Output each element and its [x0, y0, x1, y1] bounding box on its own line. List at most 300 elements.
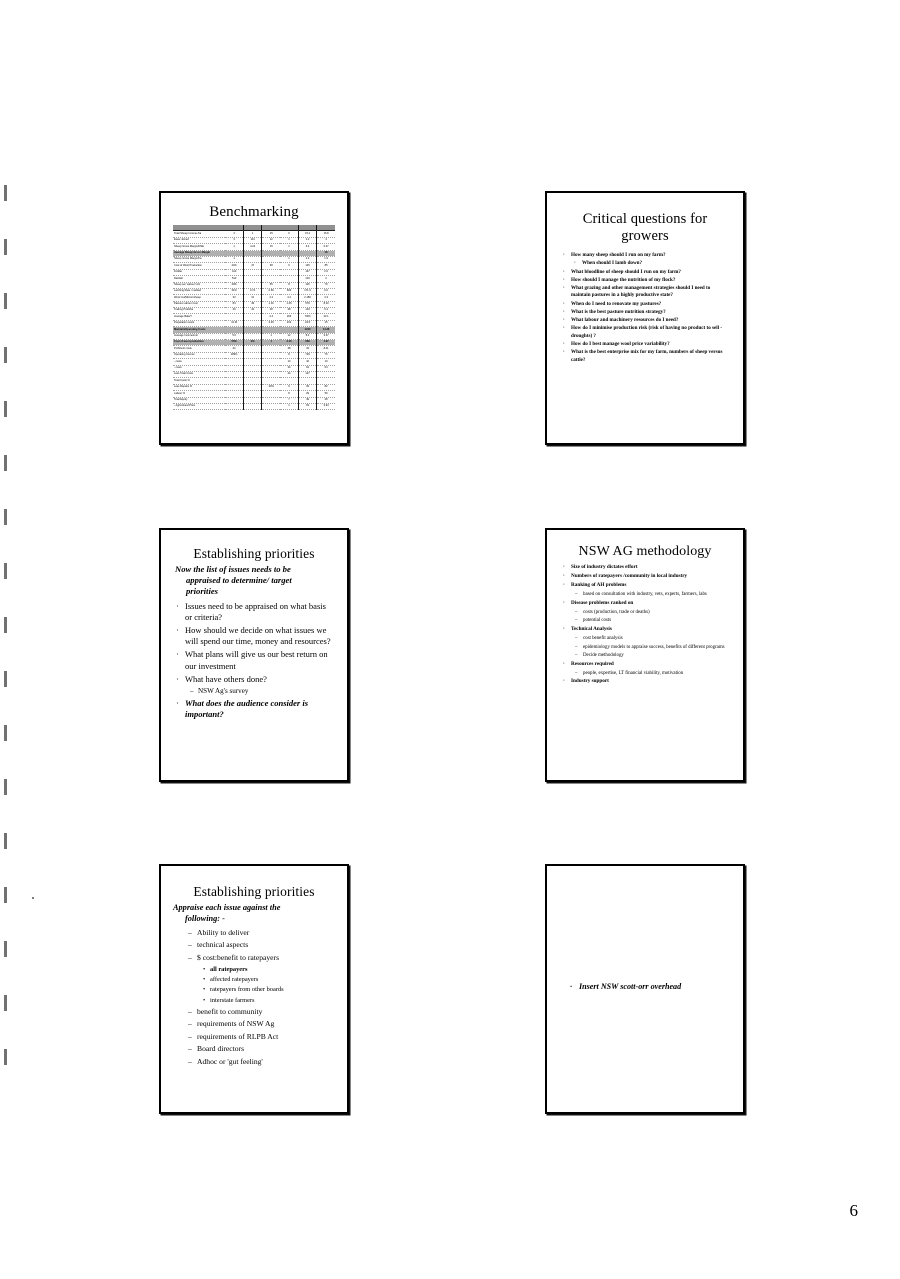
table-row-label: Total Sheep Income /ha: [173, 231, 225, 237]
bullet-text: interstate farmers: [210, 996, 255, 1004]
table-row-label: Average Income/unit: [173, 333, 225, 339]
table-row-label: Lambing Rate / marked: [173, 288, 225, 294]
slide-thumbnail-critical-questions[interactable]: [545, 191, 745, 445]
table-cell: 115: [298, 282, 316, 288]
dash-bullet-icon: –: [188, 927, 192, 937]
table-cell: 1.07: [317, 340, 335, 346]
benchmarking-table: [173, 225, 335, 410]
dot-bullet-icon: ·: [563, 252, 565, 259]
dash-bullet-icon: –: [575, 644, 578, 650]
table-cell: 5.0: [225, 333, 243, 339]
table-cell: 3.4: [262, 314, 280, 320]
slide-title: Critical questions for growers: [582, 211, 708, 245]
table-cell: 42: [225, 346, 243, 352]
bullet-item: [175, 674, 335, 685]
table-row-label: - Agricultural Price: [173, 403, 225, 409]
bullet-item: [560, 591, 731, 598]
table-cell: 1.4: [298, 256, 316, 262]
table-cell: 43: [298, 346, 316, 352]
bullet-item: [173, 997, 335, 1005]
table-cell: 31%: [225, 288, 243, 294]
table-cell: 6: [280, 263, 298, 269]
table-cell: 8.10: [317, 301, 335, 307]
bullet-list: [561, 870, 729, 993]
table-cell: 4.2: [262, 295, 280, 301]
bullet-item: [561, 252, 730, 260]
dot-bullet-icon: •: [203, 996, 206, 1004]
table-cell: 15: [262, 231, 280, 237]
table-cell: 48: [280, 346, 298, 352]
bullet-text: cost benefit analysis: [583, 636, 623, 642]
table-cell: 3.45: [262, 320, 280, 326]
table-cell: 0.74: [244, 288, 262, 294]
bullet-text: What labour and machinery resources do I need?: [571, 316, 679, 323]
dot-bullet-icon: ·: [563, 626, 565, 633]
table-cell: 28: [280, 308, 298, 314]
lead-line: priorities: [186, 586, 218, 597]
bullet-item: [173, 1044, 335, 1054]
table-cell: 133: [298, 276, 316, 282]
bullet-item: [173, 1007, 335, 1017]
dot-bullet-icon: ·: [176, 697, 179, 708]
table-row-label: Maintain/Operating Costs: [173, 327, 225, 333]
bullet-item: [173, 953, 335, 963]
bullet-item: [560, 635, 731, 642]
table-cell: 9: [280, 384, 298, 390]
dot-bullet-icon: ·: [563, 316, 565, 323]
bullet-item: [560, 617, 731, 624]
table-row-label: Wool Cut/Micron/sheep: [173, 295, 225, 301]
table-cell: 85: [317, 263, 335, 269]
bullet-item: [173, 1057, 335, 1067]
scan-edge-artifact: [4, 185, 7, 1090]
table-cell: 84: [225, 301, 243, 307]
bullet-item: [561, 285, 730, 300]
dot-bullet-icon: ·: [563, 340, 565, 347]
table-row: [173, 403, 335, 409]
slide-title: NSW AG methodology: [578, 544, 712, 559]
bullet-item: [175, 625, 335, 648]
table-cell: 38: [262, 263, 280, 269]
table-cell: 513: [225, 276, 243, 282]
table-cell: 33: [225, 295, 243, 301]
bullet-text: based on consultation with industry, vets, experts, farmers, labs: [583, 592, 707, 598]
table-cell: 1: [262, 340, 280, 346]
table-cell: 2.180: [298, 295, 316, 301]
slide-title: Establishing priorities: [193, 546, 315, 561]
dot-bullet-icon: ·: [563, 582, 565, 589]
bullet-item: [560, 678, 731, 686]
bullet-item: [561, 982, 729, 993]
dot-bullet-icon: ·: [563, 268, 565, 275]
table-cell: 64: [317, 365, 335, 371]
table-cell: 12.M: [225, 320, 243, 326]
bullet-item: [560, 670, 731, 677]
table-cell: 49: [225, 308, 243, 314]
table-cell: 15.2: [298, 231, 316, 237]
table-cell: 171.5: [298, 288, 316, 294]
table-cell: 609: [298, 340, 316, 346]
table-cell: 5.4: [317, 308, 335, 314]
bullet-text: Technical Analysis: [571, 626, 612, 633]
table-cell: 4: [317, 237, 335, 243]
dot-bullet-icon: ·: [563, 276, 565, 283]
table-cell: 16.8: [317, 231, 335, 237]
table-cell: 29: [298, 391, 316, 397]
dash-bullet-icon: –: [575, 618, 578, 624]
slide-thumbnail-establishing-priorities-2[interactable]: [159, 864, 349, 1114]
dot-bullet-icon: ·: [563, 573, 565, 580]
dot-bullet-icon: ·: [563, 660, 565, 667]
bullet-item: [175, 698, 335, 721]
table-cell: 79: [317, 282, 335, 288]
bullet-list: [561, 252, 730, 364]
lead-line: following: -: [185, 913, 225, 923]
dash-bullet-icon: –: [575, 609, 578, 615]
dot-bullet-icon: ·: [563, 599, 565, 606]
bullet-text: How should I manage the nutrition of my flock?: [571, 276, 676, 283]
bullet-list: [175, 601, 335, 721]
table-cell: 8.4: [298, 333, 316, 339]
bullet-item: [173, 1019, 335, 1029]
bullet-item: [560, 600, 731, 608]
bullet-text: How should we decide on what issues we will spend our time, money and resources?: [185, 624, 331, 647]
table-cell: 8: [280, 282, 298, 288]
bullet-text: Ability to deliver: [197, 927, 250, 937]
bullet-item: [560, 644, 731, 651]
lead-line: Appraise each issue against the: [173, 903, 281, 912]
dash-bullet-icon: –: [188, 1044, 192, 1054]
table-cell: [244, 403, 262, 409]
table-row-label: Profit/unit costs: [173, 346, 225, 352]
table-cell: 3.47: [317, 333, 335, 339]
table-cell: 4.2: [298, 237, 316, 243]
table-row-label: Sheep per Labour Unit: [173, 282, 225, 288]
dash-bullet-icon: –: [575, 670, 578, 676]
table-row-label: Preparation costs: [173, 320, 225, 326]
table-cell: 44%: [225, 263, 243, 269]
bullet-text: people, expertise, LT financial viability, motivation: [583, 670, 684, 676]
table-cell: 14.26: [317, 327, 335, 333]
table-cell: 15: [317, 320, 335, 326]
bullet-text: What have others done?: [185, 673, 267, 684]
dot-bullet-icon: ·: [563, 284, 565, 291]
table-cell: 232: [280, 320, 298, 326]
table-cell: 729: [298, 352, 316, 358]
bullet-item: [561, 277, 730, 285]
bullet-item: [173, 976, 335, 984]
table-cell: 579: [298, 301, 316, 307]
bullet-item: [560, 609, 731, 616]
table-cell: 8: [280, 352, 298, 358]
table-cell: 28: [317, 397, 335, 403]
table-cell: 2: [317, 276, 335, 282]
scan-speck: [32, 897, 34, 899]
table-row-label: Average Sheep Gross Margin: [173, 250, 225, 256]
table-cell: 147: [298, 269, 316, 275]
table-cell: 1: [225, 256, 243, 262]
slide-lead-text: [175, 564, 333, 598]
table-cell: [225, 403, 243, 409]
table-row-label: Pasture Labour Cost: [173, 301, 225, 307]
table-cell: 1: [280, 244, 298, 250]
bullet-item: [173, 986, 335, 994]
table-cell: 16: [317, 250, 335, 256]
dash-bullet-icon: –: [575, 636, 578, 642]
bullet-text: all ratepayers: [210, 965, 248, 973]
bullet-text: Disease problems ranked on: [571, 599, 634, 606]
table-cell: 6: [280, 231, 298, 237]
table-cell: 3.94: [317, 403, 335, 409]
table-cell: 1: [280, 237, 298, 243]
table-cell: 82: [317, 384, 335, 390]
slide-lead-text: [173, 903, 333, 925]
table-cell: 1: [280, 403, 298, 409]
table-cell: 22.1: [317, 314, 335, 320]
slide-thumbnail-benchmarking[interactable]: [159, 191, 349, 445]
bullet-text: benefit to community: [197, 1006, 263, 1016]
table-row-label: - costs: [173, 359, 225, 365]
dot-bullet-icon: ·: [563, 300, 565, 307]
table-cell: 49: [244, 301, 262, 307]
table-cell: 6.4: [298, 244, 316, 250]
bullet-text: epidemiology models to appraise success, benefits of different programs: [583, 644, 725, 650]
table-cell: 48: [262, 308, 280, 314]
table-row-label: Less Repairs %: [173, 384, 225, 390]
dash-bullet-icon: –: [188, 1031, 192, 1041]
bullet-item: [175, 649, 335, 672]
bullet-text: Size of industry dictates effort: [571, 564, 638, 570]
table-cell: 127: [298, 371, 316, 377]
lead-line: Now the list of issues needs to be: [175, 564, 291, 574]
table-row-label: Sheep Gross Margin/ha: [173, 256, 225, 262]
bullet-text: What does the audience consider is important?: [185, 697, 309, 720]
bullet-item: [175, 687, 335, 697]
dash-bullet-icon: –: [188, 1057, 192, 1067]
table-cell: 49%: [225, 282, 243, 288]
bullet-text: Industry support: [571, 678, 609, 685]
bullet-text: potential costs: [583, 618, 612, 624]
benchmarking-table-body: [173, 225, 335, 410]
table-cell: 47: [244, 263, 262, 269]
bullet-text: costs (production, trade or deaths): [583, 609, 650, 615]
dash-bullet-icon: –: [188, 940, 192, 950]
slide-title: Benchmarking: [209, 204, 299, 220]
table-cell: 600: [280, 288, 298, 294]
dash-bullet-icon: –: [188, 1019, 192, 1029]
table-cell: 6.0: [317, 288, 335, 294]
table-row-label: Trading Profit/ha: [173, 308, 225, 314]
table-cell: 12: [262, 237, 280, 243]
bullet-item: [560, 652, 731, 659]
table-cell: 55%: [225, 340, 243, 346]
table-cell: 189%: [225, 352, 243, 358]
table-cell: 3.15: [280, 340, 298, 346]
dot-bullet-icon: ·: [176, 649, 179, 660]
table-row-label: Operating Income: [173, 352, 225, 358]
table-cell: 8: [280, 391, 298, 397]
dot-bullet-icon: •: [203, 986, 206, 994]
bullet-item: [175, 601, 335, 624]
page-number: 6: [849, 1201, 858, 1220]
table-cell: 1.01: [262, 301, 280, 307]
table-cell: 266: [280, 314, 298, 320]
table-cell: 10: [317, 359, 335, 365]
table-row-label: Total Equity: [173, 397, 225, 403]
table-cell: 113: [244, 237, 262, 243]
table-cell: 12: [280, 333, 298, 339]
table-row-label: Less Total Costs: [173, 371, 225, 377]
bullet-item: [561, 325, 730, 340]
table-cell: 55: [262, 282, 280, 288]
table-cell: 1: [262, 333, 280, 339]
table-cell: 4.4: [280, 295, 298, 301]
table-cell: 31: [244, 295, 262, 301]
bullet-text: What grazing and other management strategies should I need to maintain pastures in a highly productive state?: [571, 284, 711, 299]
dot-bullet-icon: ·: [563, 348, 565, 355]
bullet-text: What is the best enterprise mix for my farm, numbers of sheep versus cattle?: [571, 348, 723, 363]
table-cell: 8.41: [317, 346, 335, 352]
table-cell: 0.66: [262, 288, 280, 294]
dash-bullet-icon: –: [575, 653, 578, 659]
table-cell: 7000: [298, 314, 316, 320]
table-row-label: Ewes Joined: [173, 237, 225, 243]
bullet-item: [561, 301, 730, 309]
dash-bullet-icon: –: [188, 952, 192, 962]
bullet-text: requirements of NSW Ag: [197, 1019, 275, 1029]
bullet-item: [173, 966, 335, 974]
table-cell: 34.5: [298, 320, 316, 326]
dash-bullet-icon: –: [575, 592, 578, 598]
table-cell: 15: [262, 244, 280, 250]
bullet-text: What plans will give us our best return on our investment: [185, 649, 328, 671]
bullet-text: What is the best pasture nutrition strategy?: [571, 308, 666, 315]
table-cell: 1: [280, 256, 298, 262]
bullet-text: requirements of RLPB Act: [197, 1031, 279, 1041]
table-row-label: - costs: [173, 365, 225, 371]
table-cell: [262, 403, 280, 409]
table-cell: 4.22: [244, 244, 262, 250]
table-cell: 134: [298, 308, 316, 314]
bullet-item: [561, 260, 730, 268]
dot-bullet-icon: •: [203, 965, 206, 973]
bullet-text: Decide methodology: [583, 653, 624, 659]
bullet-text: Ranking of AH problems: [571, 582, 627, 589]
bullet-item: [560, 564, 731, 572]
bullet-item: [173, 1032, 335, 1042]
bullet-text: affected ratepayers: [210, 975, 259, 983]
table-cell: 39: [298, 384, 316, 390]
dot-bullet-icon: ·: [563, 308, 565, 315]
bullet-text: Adhoc or 'gut feeling': [197, 1057, 263, 1067]
dot-bullet-icon: ·: [176, 673, 179, 684]
table-cell: 1: [244, 231, 262, 237]
table-cell: 3: [225, 231, 243, 237]
dot-bullet-icon: •: [203, 975, 206, 983]
table-cell: 76: [317, 352, 335, 358]
bullet-text: Issues need to be appraised on what basis or criteria?: [185, 600, 326, 622]
bullet-item: [561, 349, 730, 364]
table-cell: 13: [280, 359, 298, 365]
slide-thumbnail-nsw-ag-methodology[interactable]: [545, 528, 745, 782]
table-cell: 3%: [244, 340, 262, 346]
table-row-label: Rainfall: [173, 276, 225, 282]
table-row-label: Fodder: [173, 269, 225, 275]
bullet-item: [560, 661, 731, 669]
table-cell: 1: [225, 244, 243, 250]
dot-bullet-icon: ·: [563, 678, 565, 685]
dot-bullet-icon: ·: [176, 624, 179, 635]
table-cell: 1.9: [317, 256, 335, 262]
bullet-text: technical aspects: [197, 940, 249, 950]
table-cell: 42: [298, 359, 316, 365]
table-row-label: Cost of Wool Production: [173, 263, 225, 269]
lead-line: appraised to determine/ target: [186, 575, 292, 586]
bullet-item: [561, 269, 730, 277]
bullet-item: [173, 940, 335, 950]
bullet-item: [560, 573, 731, 581]
table-row-label: Labour %: [173, 391, 225, 397]
bullet-item: [561, 317, 730, 325]
table-cell: 44: [280, 371, 298, 377]
bullet-list: [173, 928, 335, 1067]
bullet-text: ratepayers from other boards: [210, 986, 284, 994]
table-cell: 2.6: [317, 269, 335, 275]
dot-bullet-icon: ·: [176, 600, 179, 611]
table-row-label: Cost of wool production: [173, 340, 225, 346]
bullet-text: How do I minimise production risk (risk of having no product to sell - droughts) ?: [571, 324, 723, 339]
slide-thumbnail-establishing-priorities-1[interactable]: [159, 528, 349, 782]
bullet-item: [561, 309, 730, 317]
slide-thumbnail-insert-overhead[interactable]: [545, 864, 745, 1114]
slide-title: Establishing priorities: [193, 884, 315, 899]
bullet-text: Board directors: [197, 1044, 245, 1054]
table-cell: 4.3: [317, 295, 335, 301]
bullet-text: How many sheep should I run on my farm?: [571, 252, 666, 259]
table-cell: 64: [298, 365, 316, 371]
table-cell: 6.47: [317, 244, 335, 250]
bullet-text: How do I best manage wool price variability?: [571, 340, 670, 347]
table-cell: 49: [298, 397, 316, 403]
table-cell: 63: [298, 403, 316, 409]
table-cell: 3: [225, 237, 243, 243]
dot-bullet-icon: ·: [563, 324, 565, 331]
table-cell: 413: [225, 269, 243, 275]
table-cell: 34: [280, 365, 298, 371]
dot-bullet-icon: ·: [570, 982, 573, 991]
table-cell: 145: [298, 263, 316, 269]
bullet-item: [560, 626, 731, 634]
table-row-label: Sheep Gross Margin/DSE: [173, 244, 225, 250]
bullet-text: What bloodline of sheep should I run on my farm?: [571, 268, 681, 275]
bullet-item: [560, 582, 731, 590]
bullet-list: [560, 564, 731, 686]
dash-bullet-icon: –: [190, 686, 194, 695]
table-cell: 30%: [262, 384, 280, 390]
bullet-text: Resources required: [571, 660, 614, 667]
table-cell: 1.25: [280, 301, 298, 307]
dot-bullet-icon: ·: [574, 260, 576, 267]
table-cell: 1240: [298, 327, 316, 333]
table-row-label: Average Bale/T: [173, 314, 225, 320]
bullet-text: When do I need to renovate my pastures?: [571, 300, 662, 307]
bullet-item: [561, 341, 730, 349]
table-cell: 7: [280, 397, 298, 403]
bullet-text: Numbers of ratepayers /community in local industry: [571, 573, 688, 580]
dot-bullet-icon: ·: [563, 564, 565, 570]
bullet-text: Insert NSW scott-orr overhead: [579, 982, 682, 991]
bullet-text: When should I lamb down?: [582, 260, 643, 267]
